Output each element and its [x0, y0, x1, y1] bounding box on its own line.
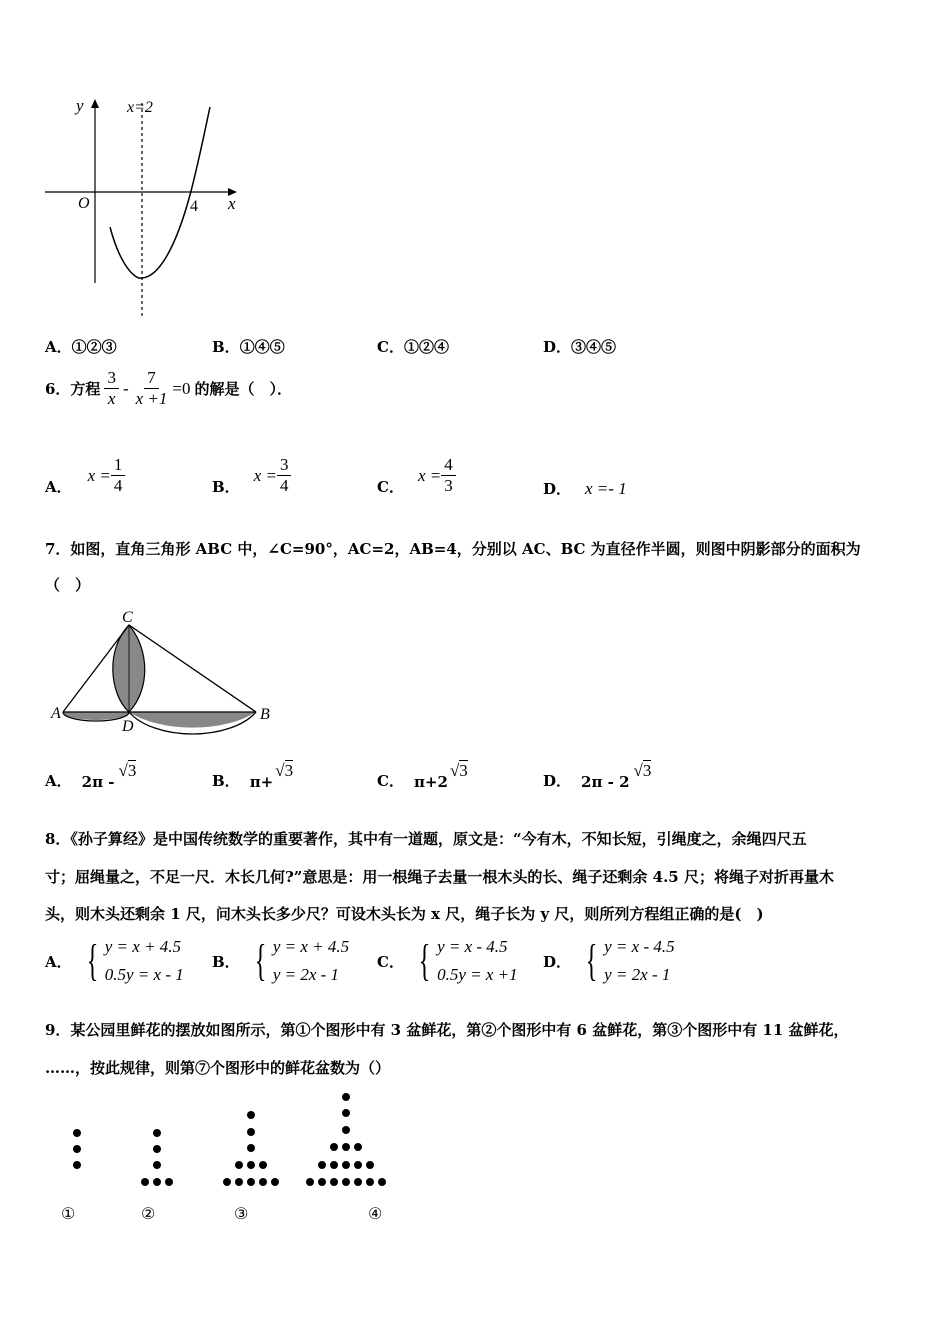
q5-option-c — [377, 336, 449, 357]
q7-option-d-pre: 2π - 2 — [581, 773, 630, 791]
q7-option-b-rad: 3 — [284, 761, 294, 780]
q6-option-b-den: 4 — [279, 476, 289, 495]
q6-option-c-label: C． — [377, 478, 404, 496]
q8-option-b-row-1: y = x + 4.5 — [272, 937, 350, 956]
q5-option-c-text: ①②④ — [403, 338, 449, 356]
q7-option-c-label: C． — [377, 772, 404, 790]
q7-option-a-pre: 2π - — [81, 773, 115, 791]
q5-option-b-text: ①④⑤ — [239, 338, 285, 356]
q7-line-2: （ ） — [45, 576, 91, 594]
q8-option-d-row-1: y = x - 4.5 — [604, 937, 675, 956]
pattern-3 — [223, 1111, 279, 1186]
symmetry-line-label: x=2 — [127, 99, 153, 116]
q6-option-a-frac — [111, 455, 126, 496]
q9-line-2: ……，按此规律，则第⑦个图形中的鲜花盆数为（） — [45, 1059, 391, 1077]
q6-frac1-num: 3 — [104, 368, 119, 389]
triangle-semicircle-figure — [45, 605, 285, 755]
q8-option-d-system: { y = x - 4.5 y = 2x - 1 — [581, 933, 675, 989]
q7-option-b — [212, 761, 294, 791]
q8-option-b-label: B． — [212, 952, 240, 971]
q8-option-a-system: { y = x + 4.5 0.5y = x - 1 — [82, 933, 184, 989]
label-a: A — [51, 705, 61, 722]
q6-option-b — [212, 454, 291, 497]
q5-option-b — [212, 336, 285, 357]
q6-option-a-lhs: x = — [87, 465, 111, 485]
q6-option-b-label: B． — [212, 478, 240, 496]
figure-label-3: ③ — [234, 1206, 249, 1223]
q7-option-d-sqrt: √3 — [633, 761, 652, 780]
q8-option-b-row-2: y = 2x - 1 — [272, 965, 340, 984]
q8-option-a-row-2: 0.5y = x - 1 — [104, 965, 184, 984]
q6-option-c-den: 3 — [444, 476, 453, 495]
pattern-2 — [141, 1129, 173, 1186]
q8-option-a — [45, 933, 184, 989]
q6-option-c-num: 4 — [441, 455, 456, 476]
q8-option-c-system: { y = x - 4.5 0.5y = x +1 — [414, 933, 518, 989]
q6-option-a-num: 1 — [111, 455, 126, 476]
q8-line-2: 寸；屈绳量之，不足一尺．木长几何?”意思是：用一根绳子去量一根木头的长、绳子还剩余 4.5 尺；将绳子对折再量木 — [45, 868, 834, 886]
q6-minus: - — [122, 378, 129, 398]
label-c: C — [122, 609, 133, 626]
q8-option-c-row-2: 0.5y = x +1 — [437, 965, 518, 984]
q6-frac2-num: 7 — [144, 368, 159, 389]
q5-option-a-text: ①②③ — [71, 338, 117, 356]
q6-option-c-frac — [441, 455, 456, 496]
q7-option-d-label: D． — [543, 772, 572, 790]
q5-option-d-text: ③④⑤ — [571, 338, 617, 356]
q6-option-d-expr: x =- 1 — [585, 478, 627, 498]
label-d: D — [122, 718, 134, 735]
q7-option-a-label: A． — [45, 772, 72, 790]
q6-option-d — [543, 478, 627, 499]
q7-option-c-pre: π+2 — [413, 773, 448, 791]
figure-label-1: ① — [61, 1206, 76, 1223]
pattern-1 — [73, 1129, 81, 1169]
label-b: B — [260, 706, 270, 723]
q8-line-1: 8．《孙子算经》是中国传统数学的重要著作，其中有一道题，原文是：“今有木，不知长短，引绳度之，余绳四尺五 — [45, 830, 807, 848]
q8-option-b — [212, 933, 349, 989]
q8-option-d-row-2: y = 2x - 1 — [604, 965, 671, 984]
q8-option-d — [543, 933, 675, 989]
q7-option-d — [543, 761, 652, 791]
q7-option-b-sqrt: √3 — [275, 761, 294, 780]
q7-option-b-label: B． — [212, 772, 240, 790]
parabola-graph — [40, 95, 250, 325]
q7-line-1: 7．如图，直角三角形 ABC 中，∠C=90°，AC=2，AB=4，分别以 AC、BC 为直径作半圆，则图中阴影部分的面积为 — [45, 540, 861, 558]
q8-option-b-system: { y = x + 4.5 y = 2x - 1 — [250, 933, 349, 989]
q6-option-c — [377, 454, 456, 497]
q8-line-3: 头，则木头还剩余 1 尺，问木头长多少尺？可设木头长为 x 尺，绳子长为 y 尺，则所列方程组正确的是( ) — [45, 905, 764, 923]
q7-option-c-sqrt: √3 — [449, 761, 468, 780]
q8-option-c-row-1: y = x - 4.5 — [437, 937, 508, 956]
q9-line-1: 9．某公园里鲜花的摆放如图所示，第①个图形中有 3 盆鲜花，第②个图形中有 6 盆鲜花，第③个图形中有 11 盆鲜花， — [45, 1021, 849, 1039]
q8-option-c — [377, 933, 518, 989]
q6-option-b-frac — [277, 455, 292, 496]
q7-option-a-rad: 3 — [127, 761, 137, 780]
q8-option-a-label: A． — [45, 952, 72, 971]
figure-label-4: ④ — [368, 1206, 383, 1223]
q8-option-d-label: D． — [543, 952, 572, 971]
question-6 — [45, 368, 292, 409]
q6-option-d-label: D． — [543, 480, 572, 498]
q5-option-b-label: B． — [212, 338, 240, 356]
q6-number: 6．方程 — [45, 380, 101, 398]
q7-option-a — [45, 761, 137, 791]
y-axis-arrow — [91, 99, 99, 108]
q6-frac2-den: x +1 — [135, 389, 168, 408]
q6-fraction-1 — [104, 368, 119, 409]
q6-rhs: =0 — [172, 378, 191, 398]
q6-tail: 的解是（ ）． — [194, 380, 292, 398]
q7-option-a-sqrt: √3 — [118, 761, 137, 780]
q6-option-b-lhs: x = — [253, 465, 277, 485]
q6-option-a-den: 4 — [113, 476, 123, 495]
figure-label-2: ② — [141, 1206, 156, 1223]
x-axis-label: x — [228, 194, 236, 213]
tick-label-4: 4 — [190, 198, 198, 215]
q5-option-c-label: C． — [377, 338, 404, 356]
flower-pattern-figure — [45, 1085, 405, 1230]
q8-option-c-label: C． — [377, 952, 404, 971]
q7-option-c-rad: 3 — [459, 761, 468, 780]
y-axis-label: y — [76, 96, 84, 115]
q5-option-d-label: D． — [543, 338, 572, 356]
q5-option-a-label: A． — [45, 338, 72, 356]
q6-option-a-label: A． — [45, 478, 72, 496]
q6-option-b-num: 3 — [277, 455, 292, 476]
q6-option-a — [45, 454, 125, 497]
q6-frac1-den: x — [107, 389, 116, 408]
q7-option-b-pre: π+ — [249, 773, 274, 791]
q7-option-c — [377, 761, 468, 791]
q5-option-a — [45, 336, 117, 357]
q5-option-d — [543, 336, 616, 357]
q8-option-a-row-1: y = x + 4.5 — [104, 937, 182, 956]
origin-label: O — [78, 195, 90, 212]
pattern-4 — [306, 1093, 386, 1186]
q7-option-d-rad: 3 — [642, 761, 652, 780]
q6-option-c-lhs: x = — [417, 465, 442, 485]
q6-fraction-2 — [133, 368, 171, 409]
side-cb — [129, 625, 256, 712]
